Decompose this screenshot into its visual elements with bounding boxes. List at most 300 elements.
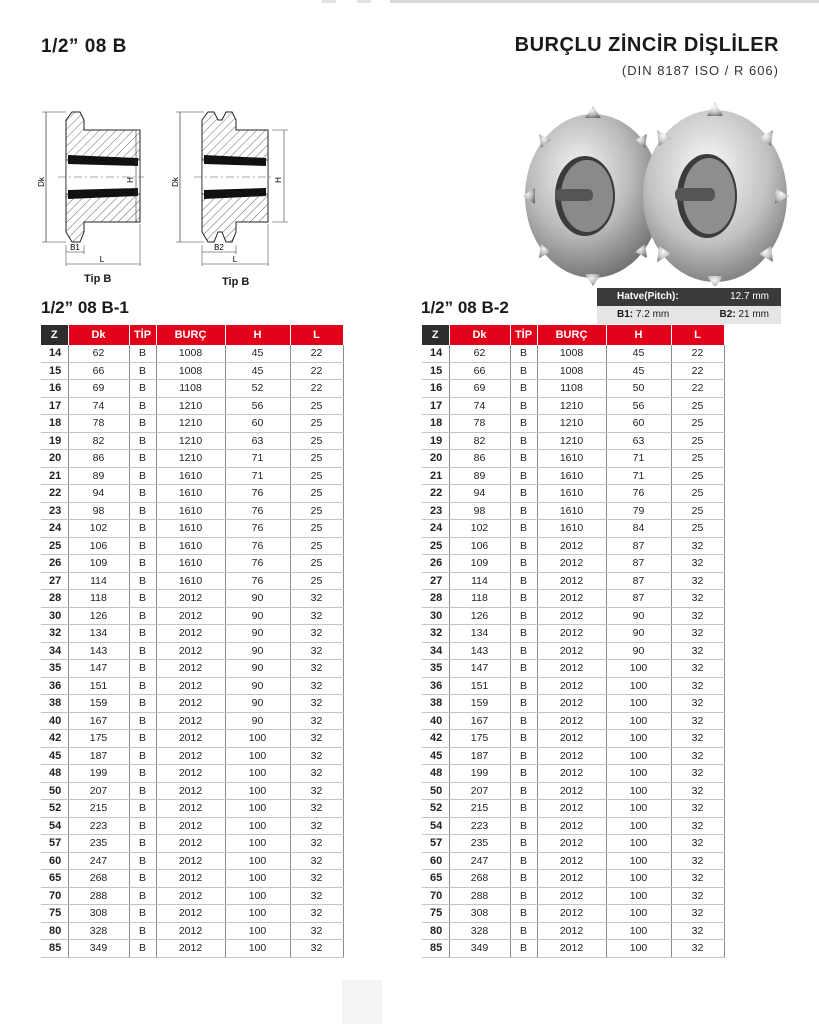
cell-tip: B	[129, 450, 156, 468]
table-row	[41, 362, 343, 380]
cell-burc: 2012	[537, 537, 606, 555]
cell-burc: 2012	[156, 905, 225, 923]
cell-h: 100	[225, 922, 290, 940]
cell-burc: 1008	[537, 345, 606, 362]
cell-h: 79	[606, 502, 671, 520]
cell-tip: B	[129, 397, 156, 415]
cell-h: 71	[225, 467, 290, 485]
cell-burc: 2012	[537, 922, 606, 940]
cell-l: 32	[671, 747, 724, 765]
cell-burc: 1610	[156, 572, 225, 590]
table-row	[41, 485, 343, 503]
sprocket-product-photo	[515, 96, 790, 286]
cell-l: 32	[290, 695, 343, 713]
cell-dk: 328	[68, 922, 129, 940]
cell-z: 50	[422, 782, 449, 800]
cell-burc: 1210	[537, 397, 606, 415]
cell-dk: 268	[68, 870, 129, 888]
cell-z: 17	[41, 397, 68, 415]
cell-burc: 1610	[156, 537, 225, 555]
table-row	[422, 520, 724, 538]
cell-tip: B	[129, 467, 156, 485]
cell-burc: 2012	[537, 730, 606, 748]
cell-tip: B	[129, 922, 156, 940]
cell-h: 100	[606, 835, 671, 853]
cell-h: 76	[225, 572, 290, 590]
cell-z: 80	[41, 922, 68, 940]
cell-tip: B	[510, 590, 537, 608]
cell-z: 21	[41, 467, 68, 485]
table-row	[41, 537, 343, 555]
cell-dk: 118	[449, 590, 510, 608]
cell-burc: 1610	[156, 485, 225, 503]
cell-burc: 2012	[156, 800, 225, 818]
cell-z: 20	[422, 450, 449, 468]
b2-width-label: B2:	[719, 309, 736, 320]
cell-dk: 134	[68, 625, 129, 643]
col-header-z: Z	[41, 325, 68, 345]
chain-code-title: 1/2” 08 B	[41, 36, 127, 57]
cell-burc: 2012	[537, 800, 606, 818]
pitch-value: 12.7 mm	[730, 291, 769, 302]
cell-burc: 1610	[537, 467, 606, 485]
table-row	[422, 502, 724, 520]
cell-dk: 235	[68, 835, 129, 853]
cell-burc: 2012	[537, 887, 606, 905]
cell-z: 54	[41, 817, 68, 835]
table-row	[41, 940, 343, 958]
dk-label: Dk	[37, 177, 46, 187]
cell-h: 90	[225, 590, 290, 608]
cell-l: 22	[671, 362, 724, 380]
table-row	[422, 887, 724, 905]
cell-dk: 94	[449, 485, 510, 503]
cell-dk: 247	[68, 852, 129, 870]
cell-h: 87	[606, 572, 671, 590]
cell-burc: 2012	[156, 765, 225, 783]
cell-h: 90	[606, 607, 671, 625]
cell-z: 21	[422, 467, 449, 485]
cell-h: 100	[606, 695, 671, 713]
table-row	[422, 695, 724, 713]
table-row	[422, 730, 724, 748]
cell-h: 100	[225, 800, 290, 818]
cell-h: 71	[606, 450, 671, 468]
cell-z: 20	[41, 450, 68, 468]
cell-h: 100	[225, 817, 290, 835]
cell-l: 32	[671, 712, 724, 730]
table-row	[41, 730, 343, 748]
cell-tip: B	[129, 835, 156, 853]
cell-dk: 143	[68, 642, 129, 660]
cell-dk: 187	[449, 747, 510, 765]
b1-width-value: 7.2 mm	[635, 309, 670, 320]
table-row	[422, 380, 724, 398]
cell-burc: 1610	[537, 450, 606, 468]
cell-tip: B	[129, 520, 156, 538]
cell-burc: 1108	[537, 380, 606, 398]
cell-l: 32	[290, 712, 343, 730]
table-row	[422, 415, 724, 433]
cell-z: 23	[41, 502, 68, 520]
cell-burc: 2012	[537, 747, 606, 765]
cell-tip: B	[510, 852, 537, 870]
cell-dk: 175	[68, 730, 129, 748]
table-row	[41, 607, 343, 625]
cell-burc: 2012	[156, 677, 225, 695]
cell-z: 35	[41, 660, 68, 678]
cell-burc: 2012	[156, 660, 225, 678]
cell-dk: 126	[68, 607, 129, 625]
table-body	[41, 345, 343, 957]
cell-burc: 2012	[537, 852, 606, 870]
cell-z: 57	[422, 835, 449, 853]
page-title: BURÇLU ZİNCİR DİŞLİLER	[514, 34, 779, 56]
cell-burc: 2012	[537, 625, 606, 643]
cell-tip: B	[510, 380, 537, 398]
table-b1-title: 1/2” 08 B-1	[41, 298, 129, 317]
cell-burc: 2012	[156, 747, 225, 765]
cell-z: 14	[422, 345, 449, 362]
cell-h: 71	[606, 467, 671, 485]
cell-h: 100	[225, 765, 290, 783]
cell-burc: 2012	[156, 817, 225, 835]
cell-dk: 235	[449, 835, 510, 853]
cell-h: 90	[225, 712, 290, 730]
table-row	[41, 397, 343, 415]
col-header-dk: Dk	[449, 325, 510, 345]
cell-l: 32	[290, 887, 343, 905]
cell-l: 32	[671, 572, 724, 590]
cell-h: 56	[225, 397, 290, 415]
table-row	[41, 415, 343, 433]
cell-dk: 199	[68, 765, 129, 783]
cell-dk: 66	[68, 362, 129, 380]
cell-h: 100	[606, 730, 671, 748]
cell-tip: B	[129, 870, 156, 888]
cell-burc: 1008	[156, 345, 225, 362]
table-row	[41, 677, 343, 695]
page-subtitle: (DIN 8187 ISO / R 606)	[621, 63, 779, 78]
cell-burc: 1610	[537, 520, 606, 538]
cell-tip: B	[510, 537, 537, 555]
cell-dk: 207	[449, 782, 510, 800]
cell-tip: B	[510, 555, 537, 573]
cell-h: 45	[606, 345, 671, 362]
cell-z: 45	[41, 747, 68, 765]
table-row	[422, 835, 724, 853]
cell-l: 32	[671, 835, 724, 853]
cell-dk: 175	[449, 730, 510, 748]
cell-l: 32	[671, 555, 724, 573]
cell-burc: 1210	[156, 415, 225, 433]
cell-tip: B	[129, 625, 156, 643]
cell-burc: 1210	[156, 397, 225, 415]
cell-dk: 74	[68, 397, 129, 415]
cell-z: 16	[41, 380, 68, 398]
cell-tip: B	[129, 432, 156, 450]
table-row	[422, 642, 724, 660]
cell-tip: B	[129, 362, 156, 380]
cell-z: 75	[41, 905, 68, 923]
col-header-l: L	[671, 325, 724, 345]
table-row	[41, 572, 343, 590]
cell-burc: 2012	[537, 817, 606, 835]
cell-tip: B	[510, 730, 537, 748]
cell-h: 100	[225, 940, 290, 958]
cell-tip: B	[129, 712, 156, 730]
table-row	[41, 870, 343, 888]
cell-dk: 102	[68, 520, 129, 538]
cell-dk: 66	[449, 362, 510, 380]
cell-l: 32	[671, 852, 724, 870]
b1-width	[617, 308, 669, 322]
cell-z: 42	[422, 730, 449, 748]
cell-tip: B	[510, 747, 537, 765]
cell-z: 25	[422, 537, 449, 555]
cell-burc: 2012	[537, 940, 606, 958]
cell-l: 25	[290, 572, 343, 590]
cell-dk: 78	[68, 415, 129, 433]
cell-burc: 2012	[537, 712, 606, 730]
cell-l: 32	[290, 922, 343, 940]
cell-burc: 1210	[537, 432, 606, 450]
cell-l: 32	[671, 887, 724, 905]
cell-dk: 106	[449, 537, 510, 555]
b2-width-value: 21 mm	[738, 309, 769, 320]
cell-z: 15	[41, 362, 68, 380]
cell-tip: B	[129, 555, 156, 573]
table-b2	[422, 325, 725, 958]
cell-z: 75	[422, 905, 449, 923]
cell-burc: 1210	[156, 432, 225, 450]
cell-h: 100	[606, 765, 671, 783]
cell-l: 32	[671, 625, 724, 643]
cell-tip: B	[510, 450, 537, 468]
cell-l: 32	[290, 765, 343, 783]
cell-burc: 2012	[537, 835, 606, 853]
cell-burc: 2012	[156, 870, 225, 888]
cell-dk: 106	[68, 537, 129, 555]
table-row	[422, 485, 724, 503]
cell-tip: B	[129, 677, 156, 695]
cell-burc: 1610	[156, 502, 225, 520]
pitch-row	[597, 288, 781, 306]
cell-z: 34	[422, 642, 449, 660]
cell-z: 32	[422, 625, 449, 643]
cell-z: 24	[41, 520, 68, 538]
table-b2-title: 1/2” 08 B-2	[421, 298, 509, 317]
table-header-row	[41, 325, 343, 345]
cell-dk: 151	[449, 677, 510, 695]
cell-z: 25	[41, 537, 68, 555]
cell-burc: 2012	[156, 730, 225, 748]
table-row	[41, 765, 343, 783]
table-row	[422, 712, 724, 730]
table-row	[422, 660, 724, 678]
table-row	[422, 555, 724, 573]
cell-l: 32	[671, 905, 724, 923]
cell-z: 28	[422, 590, 449, 608]
cell-tip: B	[510, 712, 537, 730]
cell-dk: 114	[449, 572, 510, 590]
cell-burc: 2012	[537, 905, 606, 923]
table-row	[41, 380, 343, 398]
col-header-z: Z	[422, 325, 449, 345]
cell-h: 100	[606, 852, 671, 870]
cell-h: 84	[606, 520, 671, 538]
cell-z: 45	[422, 747, 449, 765]
cell-tip: B	[510, 817, 537, 835]
cell-h: 76	[225, 555, 290, 573]
cell-tip: B	[510, 870, 537, 888]
cell-tip: B	[510, 905, 537, 923]
cell-l: 32	[290, 660, 343, 678]
cell-z: 30	[422, 607, 449, 625]
cell-burc: 2012	[156, 852, 225, 870]
cell-burc: 1210	[537, 415, 606, 433]
b1-width-label: B1:	[617, 309, 634, 320]
cell-h: 100	[606, 905, 671, 923]
cell-h: 71	[225, 450, 290, 468]
table-row	[41, 590, 343, 608]
cell-burc: 1610	[537, 485, 606, 503]
cell-tip: B	[129, 590, 156, 608]
table-row	[41, 922, 343, 940]
cell-l: 32	[671, 817, 724, 835]
table-row	[41, 835, 343, 853]
cell-tip: B	[129, 502, 156, 520]
cell-l: 32	[290, 940, 343, 958]
cell-dk: 78	[449, 415, 510, 433]
cell-z: 42	[41, 730, 68, 748]
cell-l: 32	[671, 537, 724, 555]
cell-tip: B	[129, 415, 156, 433]
cell-h: 45	[225, 345, 290, 362]
cell-tip: B	[129, 607, 156, 625]
cell-z: 40	[41, 712, 68, 730]
cell-l: 32	[671, 607, 724, 625]
cell-h: 100	[225, 870, 290, 888]
col-header-burc: BURÇ	[156, 325, 225, 345]
cell-z: 19	[422, 432, 449, 450]
cell-tip: B	[129, 747, 156, 765]
cell-dk: 82	[449, 432, 510, 450]
table-row	[422, 362, 724, 380]
cell-h: 100	[606, 747, 671, 765]
cell-burc: 2012	[537, 765, 606, 783]
cell-tip: B	[510, 607, 537, 625]
cell-dk: 349	[68, 940, 129, 958]
cell-tip: B	[510, 660, 537, 678]
table-row	[41, 345, 343, 362]
cell-dk: 215	[449, 800, 510, 818]
cell-z: 36	[41, 677, 68, 695]
cell-z: 14	[41, 345, 68, 362]
cell-dk: 159	[449, 695, 510, 713]
table-row	[422, 870, 724, 888]
table-row	[422, 397, 724, 415]
cell-dk: 98	[68, 502, 129, 520]
cell-l: 22	[290, 362, 343, 380]
table-row	[422, 345, 724, 362]
l-label: L	[99, 255, 105, 264]
cell-l: 32	[671, 870, 724, 888]
cell-l: 25	[290, 485, 343, 503]
cell-l: 32	[290, 817, 343, 835]
cell-l: 22	[671, 345, 724, 362]
table-row	[41, 747, 343, 765]
cell-h: 100	[606, 800, 671, 818]
cell-tip: B	[129, 940, 156, 958]
cell-burc: 2012	[156, 712, 225, 730]
cell-l: 25	[290, 520, 343, 538]
cell-l: 25	[671, 467, 724, 485]
cell-dk: 159	[68, 695, 129, 713]
cell-z: 17	[422, 397, 449, 415]
cell-l: 32	[290, 905, 343, 923]
table-row	[41, 555, 343, 573]
table-row	[422, 590, 724, 608]
top-decoration	[357, 0, 371, 3]
cell-h: 52	[225, 380, 290, 398]
table-row	[41, 887, 343, 905]
cell-z: 28	[41, 590, 68, 608]
cell-h: 45	[606, 362, 671, 380]
cell-l: 32	[290, 782, 343, 800]
cell-dk: 223	[68, 817, 129, 835]
cell-z: 70	[422, 887, 449, 905]
cell-l: 32	[290, 677, 343, 695]
cell-z: 34	[41, 642, 68, 660]
cell-dk: 147	[68, 660, 129, 678]
cell-h: 100	[606, 940, 671, 958]
cell-h: 100	[606, 782, 671, 800]
cell-tip: B	[510, 345, 537, 362]
cell-z: 32	[41, 625, 68, 643]
cell-l: 25	[290, 537, 343, 555]
cell-l: 25	[671, 397, 724, 415]
cell-tip: B	[510, 625, 537, 643]
table-row	[41, 695, 343, 713]
cell-l: 32	[290, 852, 343, 870]
h-label: H	[274, 177, 283, 183]
col-header-dk: Dk	[68, 325, 129, 345]
pitch-label: Hatve(Pitch):	[617, 291, 679, 302]
b2-width	[720, 308, 769, 322]
cell-dk: 62	[449, 345, 510, 362]
cell-dk: 199	[449, 765, 510, 783]
cell-z: 40	[422, 712, 449, 730]
cell-dk: 89	[449, 467, 510, 485]
cell-dk: 102	[449, 520, 510, 538]
cell-l: 32	[671, 695, 724, 713]
cell-dk: 126	[449, 607, 510, 625]
cell-l: 25	[290, 415, 343, 433]
table-row	[41, 817, 343, 835]
table-header-row	[422, 325, 724, 345]
cell-burc: 2012	[537, 677, 606, 695]
cell-dk: 147	[449, 660, 510, 678]
cell-dk: 151	[68, 677, 129, 695]
table-row	[422, 572, 724, 590]
cell-dk: 86	[68, 450, 129, 468]
cell-dk: 74	[449, 397, 510, 415]
cell-dk: 114	[68, 572, 129, 590]
cell-h: 90	[225, 695, 290, 713]
cell-z: 18	[41, 415, 68, 433]
table-row	[422, 432, 724, 450]
